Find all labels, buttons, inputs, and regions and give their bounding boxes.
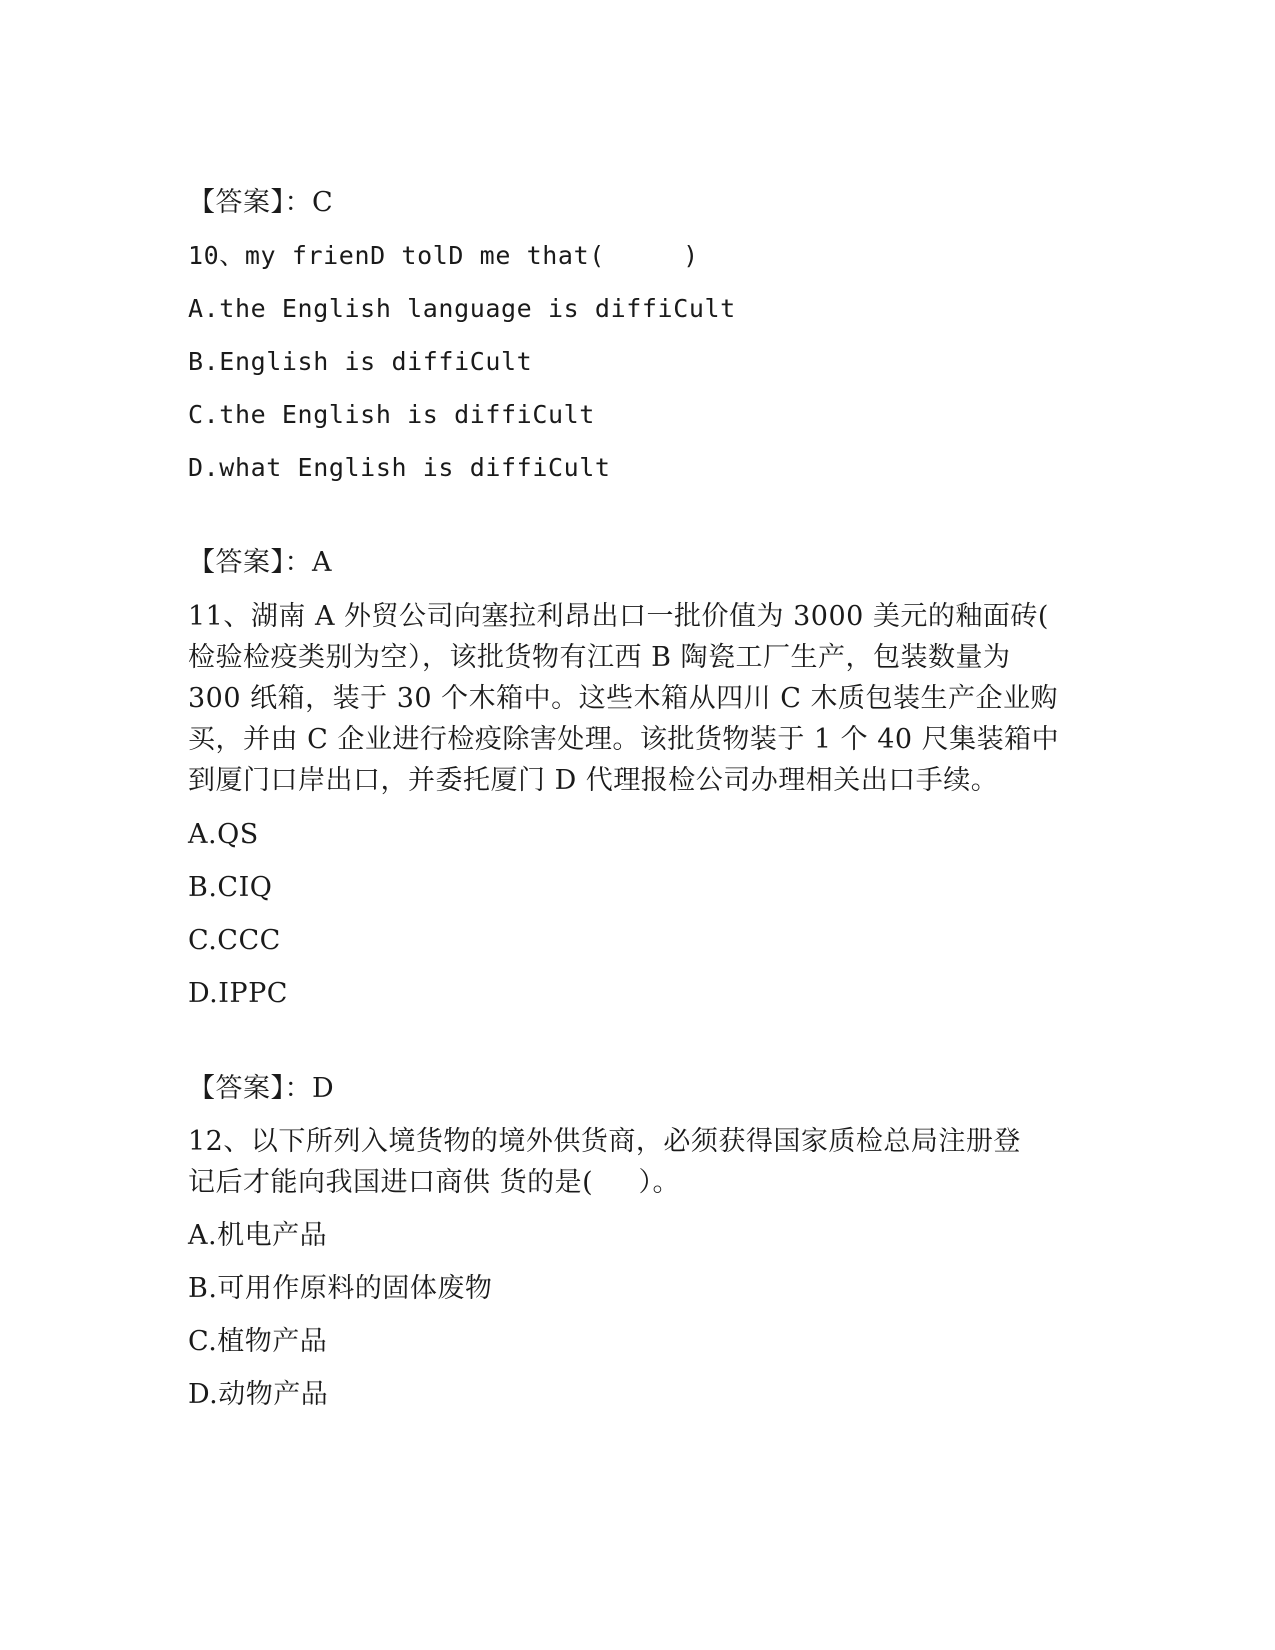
q11-option-b: B.CIQ (188, 872, 273, 903)
q12-option-c: C.植物产品 (188, 1326, 328, 1357)
q10-option-d: D.what English is diffiCult (188, 453, 611, 482)
q12-stem-line-1: 12、以下所列入境货物的境外供货商，必须获得国家质检总局注册登 (188, 1126, 1021, 1157)
q12-stem-line-2: 记后才能向我国进口商供 货的是( ）。 (188, 1167, 681, 1198)
q11-option-c: C.CCC (188, 925, 281, 956)
q10-stem: 10、my frienD tolD me that( ) (188, 241, 699, 270)
q10-option-a: A.the English language is diffiCult (188, 294, 736, 323)
q11-option-a: A.QS (188, 819, 259, 850)
q11-stem-line-5: 到厦门口岸出口，并委托厦门 D 代理报检公司办理相关出口手续。 (188, 765, 999, 796)
q11-option-d: D.IPPC (188, 978, 288, 1009)
q12-option-d: D.动物产品 (188, 1379, 329, 1410)
q9-answer: 【答案】：C (188, 187, 334, 218)
q12-option-b: B.可用作原料的固体废物 (188, 1273, 493, 1304)
q10-option-b: B.English is diffiCult (188, 347, 533, 376)
q12-option-a: A.机电产品 (188, 1220, 328, 1251)
q11-stem-line-1: 11、湖南 A 外贸公司向塞拉利昂出口一批价值为 3000 美元的釉面砖( (188, 601, 1049, 632)
q11-stem-line-2: 检验检疫类别为空），该批货物有江西 B 陶瓷工厂生产，包装数量为 (188, 642, 1011, 673)
q10-answer: 【答案】：A (188, 547, 332, 578)
q11-stem-line-4: 买，并由 C 企业进行检疫除害处理。该批货物装于 1 个 40 尺集装箱中 (188, 724, 1060, 755)
q11-answer: 【答案】：D (188, 1073, 335, 1104)
q11-stem-line-3: 300 纸箱，装于 30 个木箱中。这些木箱从四川 C 木质包装生产企业购 (188, 683, 1058, 714)
q10-option-c: C.the English is diffiCult (188, 400, 595, 429)
